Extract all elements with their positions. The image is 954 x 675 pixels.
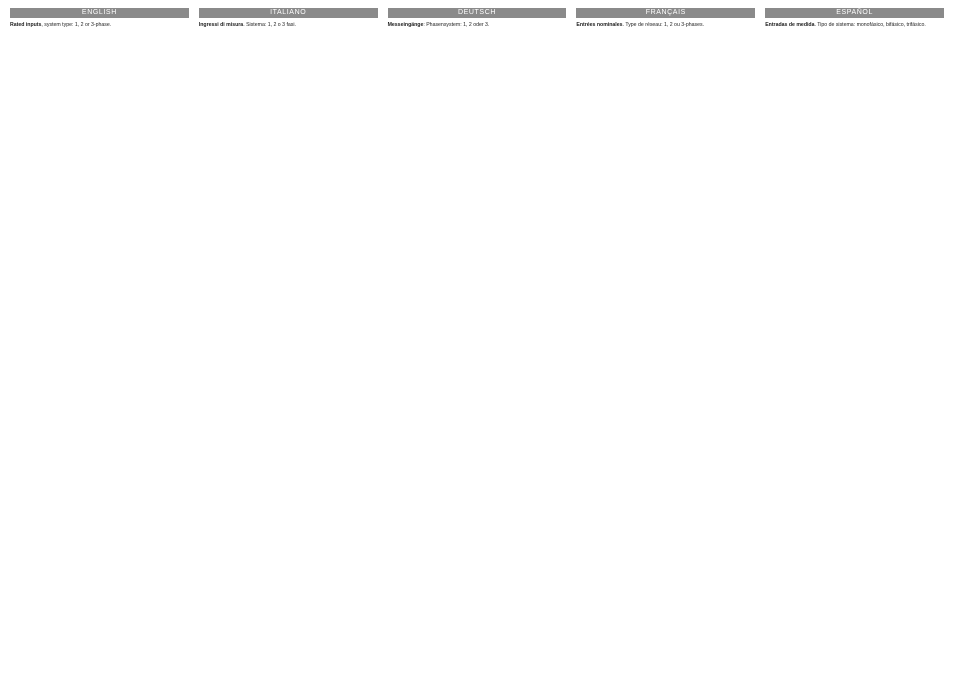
- column-italiano: [199, 8, 378, 667]
- column-deutsch: [388, 8, 567, 667]
- lead-text: : Phasensystem: 1, 2 oder 3.: [423, 22, 490, 28]
- column-body-deutsch: [388, 22, 567, 29]
- column-header-francais: FRANÇAIS: [576, 8, 755, 18]
- column-english: [10, 8, 189, 667]
- lead-text: . Type de réseau: 1, 2 ou 3-phases.: [622, 22, 705, 28]
- column-francais: [576, 8, 755, 667]
- column-espanol: [765, 8, 944, 667]
- lead-text: . Sistema: 1, 2 o 3 fasi.: [243, 22, 296, 28]
- lead-text: . Tipo de sistema: monofásico, bifásico, trifásico.: [814, 22, 926, 28]
- lead-label: Entrées nominales: [576, 22, 623, 28]
- lead-label: Entradas de medida: [765, 22, 815, 28]
- lead-label: Ingressi di misura: [198, 22, 244, 28]
- lead-label: Rated inputs: [10, 22, 42, 28]
- column-header-english: ENGLISH: [10, 8, 189, 18]
- lead-label: Messeingänge: [387, 22, 424, 28]
- lead-text: , system type: 1, 2 or 3-phase.: [41, 22, 112, 28]
- column-header-italiano: ITALIANO: [199, 8, 378, 18]
- column-header-espanol: ESPAÑOL: [765, 8, 944, 18]
- column-body-english: [10, 22, 189, 29]
- column-body-italiano: [199, 22, 378, 29]
- column-body-espanol: [765, 22, 944, 29]
- column-body-francais: [576, 22, 755, 29]
- column-header-deutsch: DEUTSCH: [388, 8, 567, 18]
